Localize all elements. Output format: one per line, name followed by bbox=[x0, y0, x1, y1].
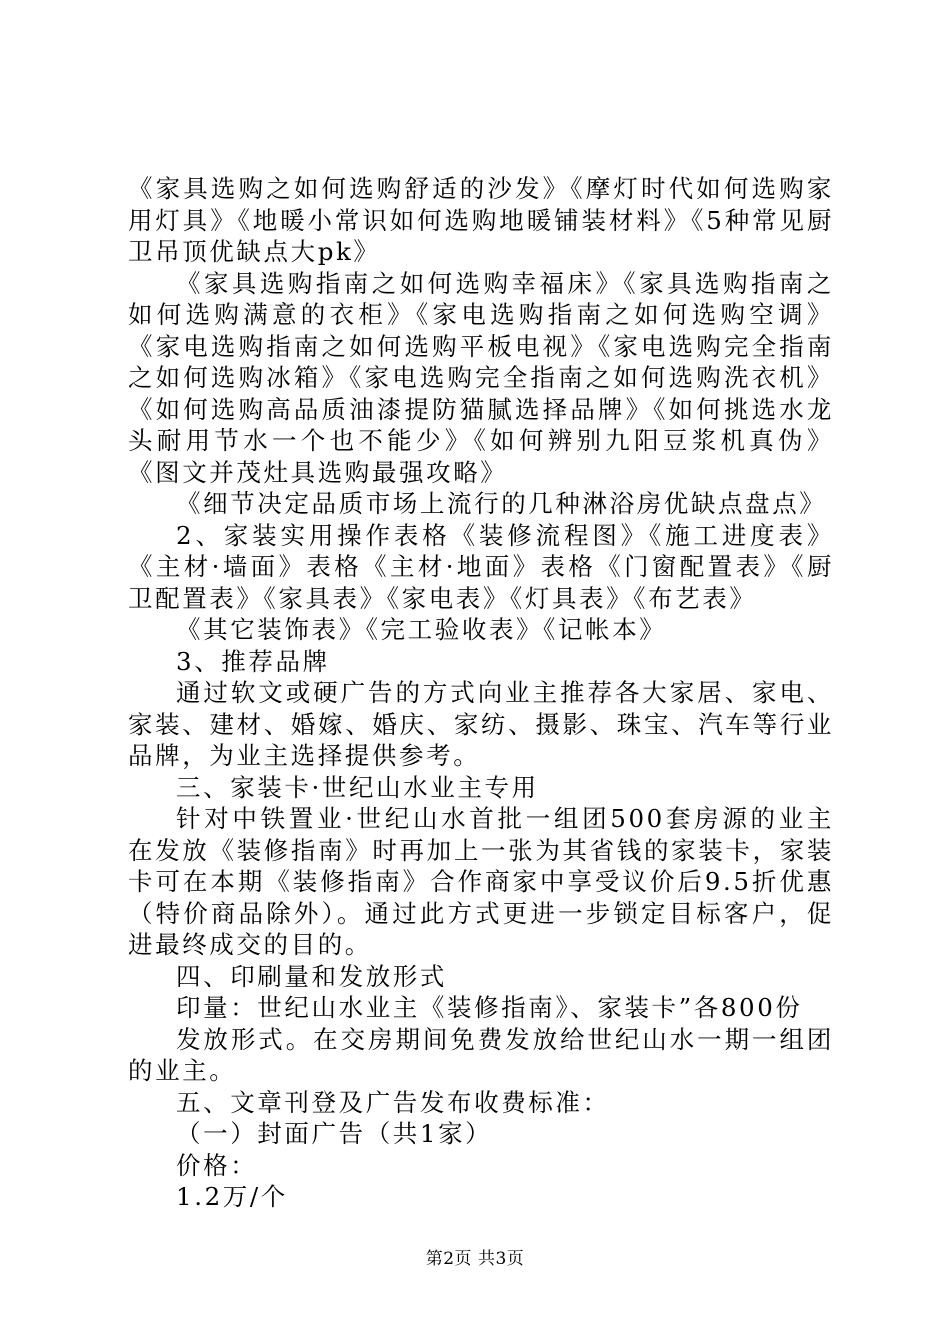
heading-recommended-brands: 3、推荐品牌 bbox=[176, 646, 330, 676]
paragraph-shower-guide: 《细节决定品质市场上流行的几种淋浴房优缺点盘点》 bbox=[176, 489, 827, 518]
heading-cover-ad: （一）封面广告（共1家） bbox=[176, 1119, 493, 1148]
heading-pricing-standard: 五、文章刊登及广告发布收费标准： bbox=[176, 1087, 610, 1117]
value-price: 1.2万/个 bbox=[176, 1182, 288, 1211]
paragraph-decor-forms: 2、家装实用操作表格《装修流程图》《施工进度表》《主材·墙面》表格《主材·地面》表格《门窗配置表》《厨卫配置表》《家具表》《家电表》《灯具表》《布艺表》 bbox=[128, 520, 834, 613]
heading-print-distribution: 四、印刷量和发放形式 bbox=[176, 961, 447, 991]
paragraph-print-quantity: 印量：世纪山水业主《装修指南》、家装卡”各800份 bbox=[176, 993, 803, 1022]
paragraph-appliance-guides: 《家具选购指南之如何选购幸福床》《家具选购指南之如何选购满意的衣柜》《家电选购指南之如何选购空调》《家电选购指南之如何选购平板电视》《家电选购完全指南之如何选购冰箱》《家电选购完全指南之如何选购洗衣机》《如何选购高品质油漆提防猫腻选择品牌》《如何挑选水龙头耐用节水一个也不能少》《如何辨别九阳豆浆机真伪》《图文并茂灶具选购最强攻略》 bbox=[128, 268, 834, 487]
document-body bbox=[128, 173, 834, 1213]
heading-decoration-card: 三、家装卡·世纪山水业主专用 bbox=[176, 772, 539, 802]
paragraph-decoration-card: 针对中铁置业·世纪山水首批一组团500套房源的业主在发放《装修指南》时再加上一张为其省钱的家装卡，家装卡可在本期《装修指南》合作商家中享受议价后9.5折优惠（特价商品除外）。通过此方式更进一步锁定目标客户，促进最终成交的目的。 bbox=[128, 804, 834, 959]
page-number-footer: 第2页 共3页 bbox=[425, 1249, 525, 1269]
paragraph-other-forms: 《其它装饰表》《完工验收表》《记帐本》 bbox=[176, 615, 667, 644]
label-price: 价格： bbox=[176, 1150, 258, 1180]
paragraph-furniture-guides: 《家具选购之如何选购舒适的沙发》《摩灯时代如何选购家用灯具》《地暖小常识如何选购地暖铺装材料》《5种常见厨卫吊顶优缺点大pk》 bbox=[128, 174, 834, 266]
paragraph-brand-promotion: 通过软文或硬广告的方式向业主推荐各大家居、家电、家装、建材、婚嫁、婚庆、家纺、摄影、珠宝、汽车等行业品牌，为业主选择提供参考。 bbox=[128, 678, 834, 770]
paragraph-distribution-form: 发放形式。在交房期间免费发放给世纪山水一期一组团的业主。 bbox=[128, 1024, 834, 1085]
